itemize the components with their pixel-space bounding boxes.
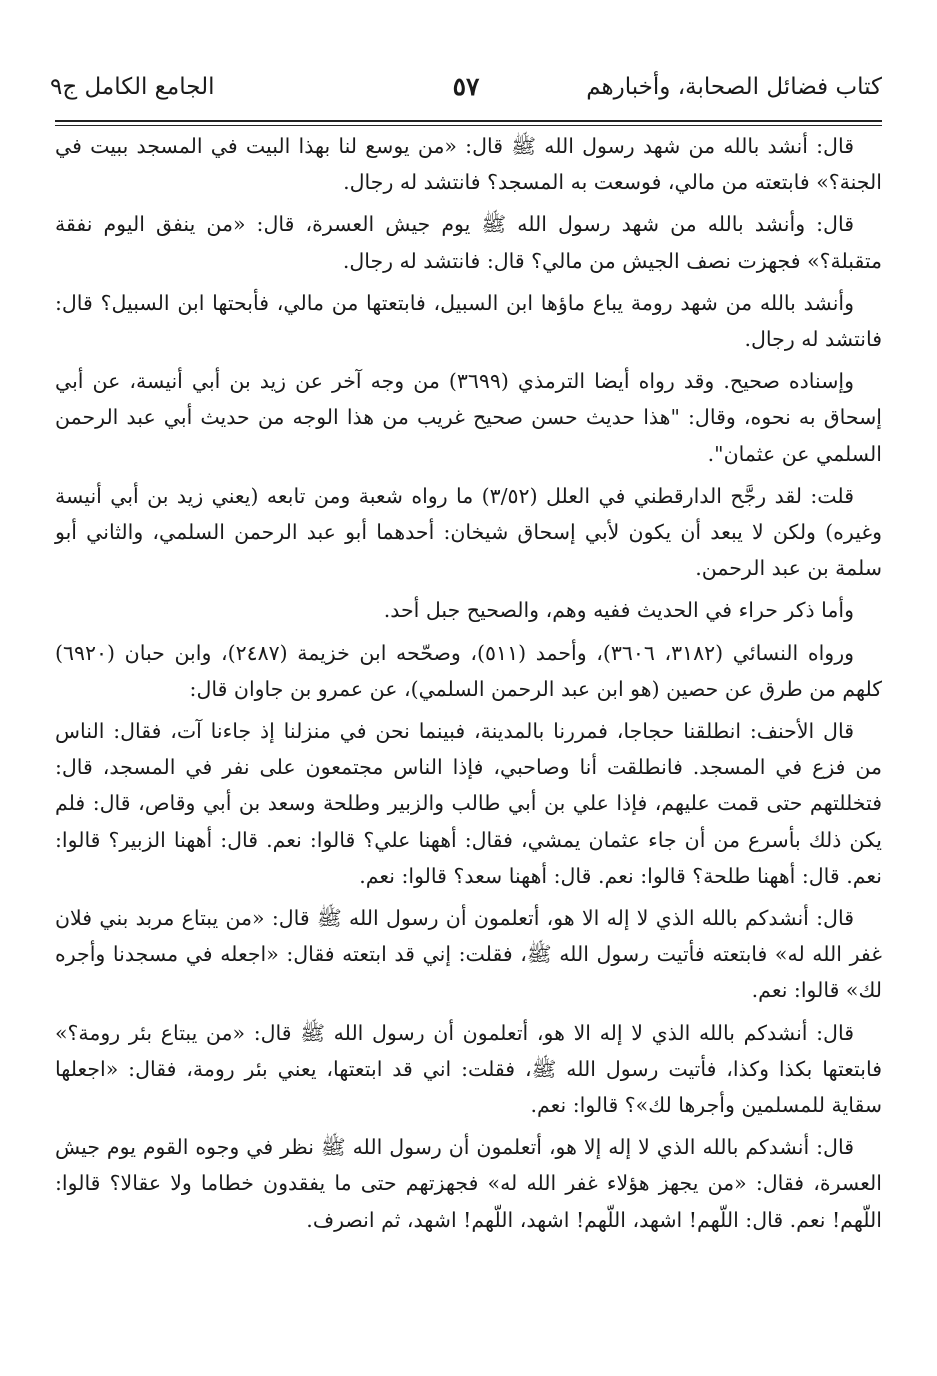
page-header: [50, 68, 882, 108]
paragraph: وأنشد بالله من شهد رومة يباع ماؤها ابن السبيل، فابتعتها من مالي، فأبحتها ابن السبيل؟ قال: فانتشد له رجال.: [55, 290, 882, 352]
paragraph: وأما ذكر حراء في الحديث ففيه وهم، والصحيح جبل أحد.: [383, 598, 854, 623]
paragraph: قال: أنشدكم بالله الذي لا إله الا هو، أتعلمون أن رسول الله ﷺ قال: «من يبتاع مربد بني فلان غفر الله له» فابتعته فأتيت رسول الله ﷺ، فقلت: إني قد ابتعته فقال: «اجعله في مسجدنا وأجره لك» قالوا: نعم.: [55, 906, 882, 1003]
header-rule-thick: [55, 120, 882, 122]
paragraph: وإسناده صحيح. وقد رواه أيضا الترمذي (٣٦٩٩) من وجه آخر عن زيد بن أبي أنيسة، عن أبي إسحاق به نحوه، وقال: "هذا حديث حسن صحيح غريب من هذا الوجه من حديث أبي عبد الرحمن السلمي عن عثمان".: [55, 369, 882, 466]
running-head-book-title: كتاب فضائل الصحابة، وأخبارهم: [586, 74, 882, 100]
paragraph: قال: أنشد بالله من شهد رسول الله ﷺ قال: «من يوسع لنا بهذا البيت في المسجد ببيت في الجنة؟» فابتعته من مالي، فوسعت به المسجد؟ فانتشد له رجال.: [55, 134, 882, 195]
paragraph: قال الأحنف: انطلقنا حجاجا، فمررنا بالمدينة، فبينما نحن في منزلنا إذ جاءنا آت، فقال: الناس من فزع في المسجد. فانطلقت أنا وصاحبي، فإذا الناس مجتمعون على نفر في المسجد، قال: فتخللتهم حتى قمت عليهم، فإذا علي بن أبي طالب والزبير وطلحة وسعد بن أبي وقاص، قال: فلم يكن ذلك بأسرع من أن جاء عثمان يمشي، فقال: أههنا علي؟ قالوا: نعم. قال: أههنا الزبير؟ قالوا: نعم. قال: أههنا طلحة؟ قالوا: نعم. قال: أههنا سعد؟ قالوا: نعم.: [55, 719, 882, 888]
main-text: [55, 128, 882, 1244]
paragraph: قال: أنشدكم بالله الذي لا إله إلا هو، أتعلمون أن رسول الله ﷺ نظر في وجوه القوم يوم جيش العسرة، فقال: «من يجهز هؤلاء غفر الله له» فجهزتهم حتى ما يفقدون خطاما ولا عقالا؟ قالوا: اللّهم! نعم. قال: اللّهم! اشهد، اللّهم! اشهد، اللّهم! اشهد، ثم انصرف.: [55, 1135, 882, 1232]
paragraph: قال: وأنشد بالله من شهد رسول الله ﷺ يوم جيش العسرة، قال: «من ينفق اليوم نفقة متقبلة؟» فجهزت نصف الجيش من مالي؟ قال: فانتشد له رجال.: [55, 212, 882, 273]
paragraph: قلت: لقد رجَّح الدارقطني في العلل (٣/٥٢) ما رواه شعبة ومن تابعه (يعني زيد بن أبي أنيسة وغيره) ولكن لا يبعد أن يكون لأبي إسحاق شيخان: أحدهما أبو عبد الرحمن السلمي، والثاني أبو سلمة بن عبد الرحمن.: [55, 483, 882, 581]
paragraph: قال: أنشدكم بالله الذي لا إله الا هو، أتعلمون أن رسول الله ﷺ قال: «من يبتاع بئر رومة؟» فابتعتها بكذا وكذا، فأتيت رسول الله ﷺ، فقلت: اني قد ابتعتها، يعني بئر رومة، فقال: «اجعلها سقاية للمسلمين وأجرها لك»؟ قالوا: نعم.: [55, 1020, 882, 1118]
running-head-volume: الجامع الكامل ج٩: [50, 74, 215, 100]
page-number: ٥٧: [452, 72, 480, 101]
paragraph: ورواه النسائي (٣١٨٢، ٣٦٠٦)، وأحمد (٥١١)، وصحّحه ابن خزيمة (٢٤٨٧)، وابن حبان (٦٩٢٠) كلهم من طرق عن حصين (هو ابن عبد الرحمن السلمي)، عن عمرو بن جاوان قال:: [55, 640, 882, 701]
header-rule-thin: [55, 125, 882, 126]
